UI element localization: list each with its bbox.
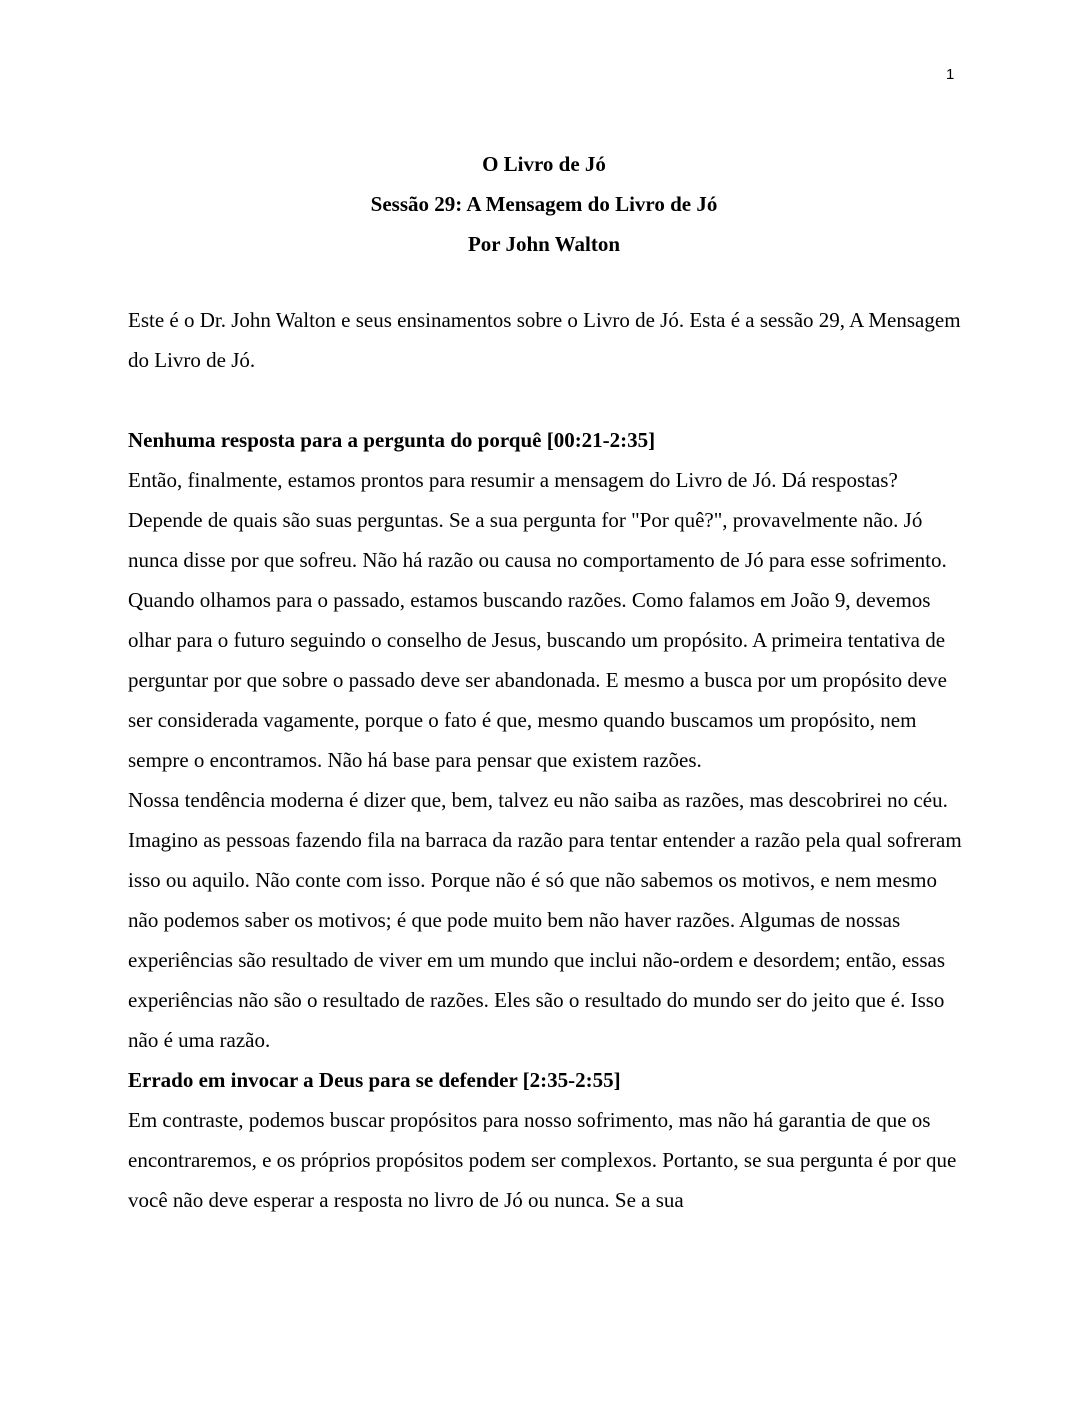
section-heading-1: Nenhuma resposta para a pergunta do porquê [00:21-2:35] bbox=[128, 428, 656, 452]
page-number: 1 bbox=[946, 66, 955, 83]
section-1-paragraph-2: Nossa tendência moderna é dizer que, bem, talvez eu não saiba as razões, mas descobrirei no céu. Imagino as pessoas fazendo fila na barraca da razão para tentar entender a razão pela qual sofreram isso ou aquilo. Não conte com isso. Porque não é só que não sabemos os motivos, e nem mesmo não podemos saber os motivos; é que pode muito bem não haver razões. Algumas de nossas experiências são resultado de viver em um mundo que inclui não-ordem e desordem; então, essas experiências não são o resultado de razões. Eles são o resultado do mundo ser do jeito que é. Isso não é uma razão. bbox=[128, 788, 962, 1052]
intro-paragraph: Este é o Dr. John Walton e seus ensinamentos sobre o Livro de Jó. Esta é a sessão 29, A Mensagem do Livro de Jó. bbox=[128, 308, 961, 372]
section-1-paragraph-1: Então, finalmente, estamos prontos para resumir a mensagem do Livro de Jó. Dá respostas? Depende de quais são suas perguntas. Se a sua pergunta for "Por quê?", provavelmente não. Jó nunca disse por que sofreu. Não há razão ou causa no comportamento de Jó para esse sofrimento. Quando olhamos para o passado, estamos buscando razões. Como falamos em João 9, devemos olhar para o futuro seguindo o conselho de Jesus, buscando um propósito. A primeira tentativa de perguntar por que sobre o passado deve ser abandonada. E mesmo a busca por um propósito deve ser considerada vagamente, porque o fato é que, mesmo quando buscamos um propósito, nem sempre o encontramos. Não há base para pensar que existem razões. bbox=[128, 468, 947, 772]
section-2-paragraph-1: Em contraste, podemos buscar propósitos para nosso sofrimento, mas não há garantia de que os encontraremos, e os próprios propósitos podem ser complexos. Portanto, se sua pergunta é por que você não deve esperar a resposta no livro de Jó ou nunca. Se a sua bbox=[128, 1108, 957, 1212]
title-block bbox=[0, 144, 1088, 264]
section-heading-2: Errado em invocar a Deus para se defender [2:35-2:55] bbox=[128, 1068, 621, 1092]
document-body bbox=[128, 300, 970, 1220]
document-title: O Livro de Jó bbox=[482, 152, 606, 176]
author-line: Por John Walton bbox=[467, 232, 621, 256]
session-subtitle: Sessão 29: A Mensagem do Livro de Jó bbox=[370, 192, 718, 216]
